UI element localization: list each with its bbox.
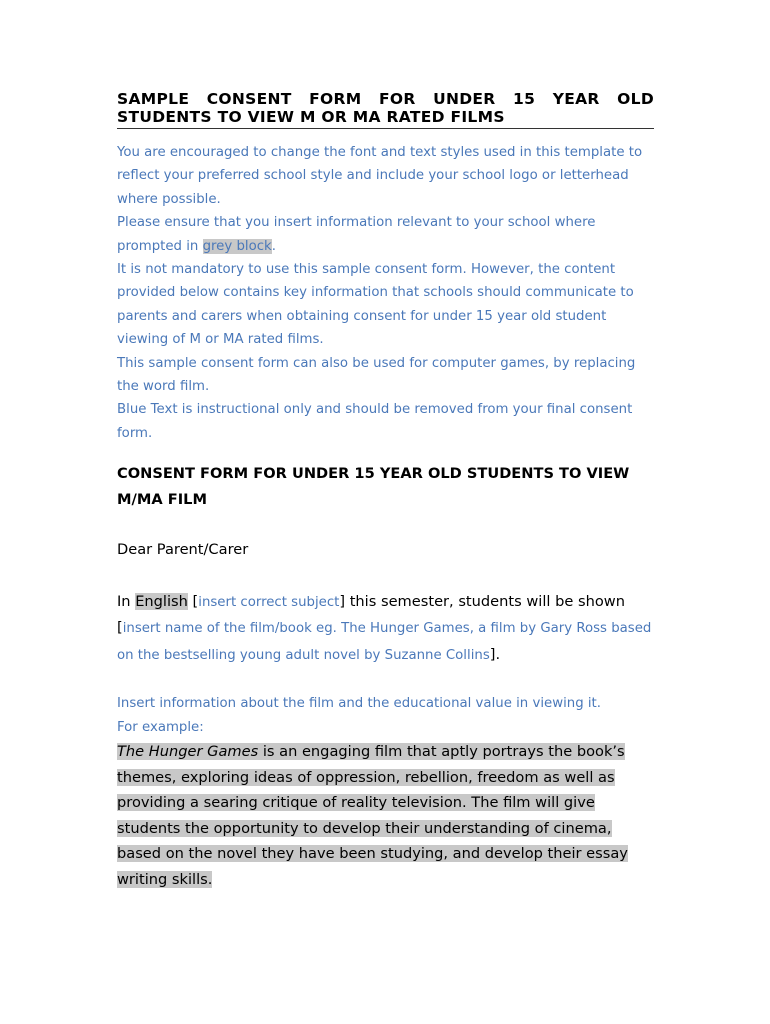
document-page <box>117 90 654 892</box>
paragraph-text: ] this semester, students will be shown [ <box>117 592 625 637</box>
document-title-line-1: SAMPLE CONSENT FORM FOR UNDER 15 YEAR OLD <box>117 90 654 108</box>
insert-info-text: Insert information about the film and the educational value in viewing it. <box>117 696 601 712</box>
example-film-title: The Hunger Games <box>117 743 259 761</box>
form-heading: CONSENT FORM FOR UNDER 15 YEAR OLD STUDENTS TO VIEW M/MA FILM <box>117 465 630 509</box>
example-text: is an engaging film that aptly portrays the book’s themes, exploring ideas of oppression, rebellion, freedom as well as providing a searing critique of reality television. The film will give students the opportunity to develop their understanding of cinema, based on the novel they have been studying, and develop their essay writing skills. <box>117 743 628 888</box>
film-hint: insert name of the film/book eg. The Hunger Games, a film by Gary Ross based on the bestselling young adult novel by Suzanne Collins <box>117 621 652 663</box>
instruction-paragraph: It is not mandatory to use this sample consent form. However, the content provided below contains key information that schools should communicate to parents and carers when obtaining consent for under 15 year old student viewing of M or MA rated films. <box>117 262 634 348</box>
for-example-text: For example: <box>117 719 204 735</box>
subject-paragraph <box>117 589 654 669</box>
instructions-block <box>117 141 654 445</box>
salutation: Dear Parent/Carer <box>117 541 249 559</box>
subject-field[interactable]: English <box>135 592 188 610</box>
grey-block-example: grey block <box>202 238 272 254</box>
paragraph-text: ]. <box>489 645 501 663</box>
title-underline <box>117 128 654 129</box>
instruction-paragraph: You are encouraged to change the font and text styles used in this template to reflect your preferred school style and include your school logo or letterhead where possible. <box>117 145 643 207</box>
example-paragraph[interactable] <box>117 739 654 892</box>
insert-info-block <box>117 692 654 739</box>
document-title-line-2: STUDENTS TO VIEW M OR MA RATED FILMS <box>117 108 505 126</box>
instruction-paragraph <box>117 211 654 258</box>
subject-hint: insert correct subject <box>198 594 340 610</box>
instruction-paragraph: This sample consent form can also be used for computer games, by replacing the word film. <box>117 355 636 395</box>
instruction-text: Please ensure that you insert information relevant to your school where prompted in <box>117 215 596 254</box>
paragraph-text: [ <box>187 592 199 610</box>
instruction-paragraph: Blue Text is instructional only and should be removed from your final consent form. <box>117 402 633 441</box>
paragraph-text: In <box>117 592 136 610</box>
instruction-text: . <box>271 238 276 254</box>
